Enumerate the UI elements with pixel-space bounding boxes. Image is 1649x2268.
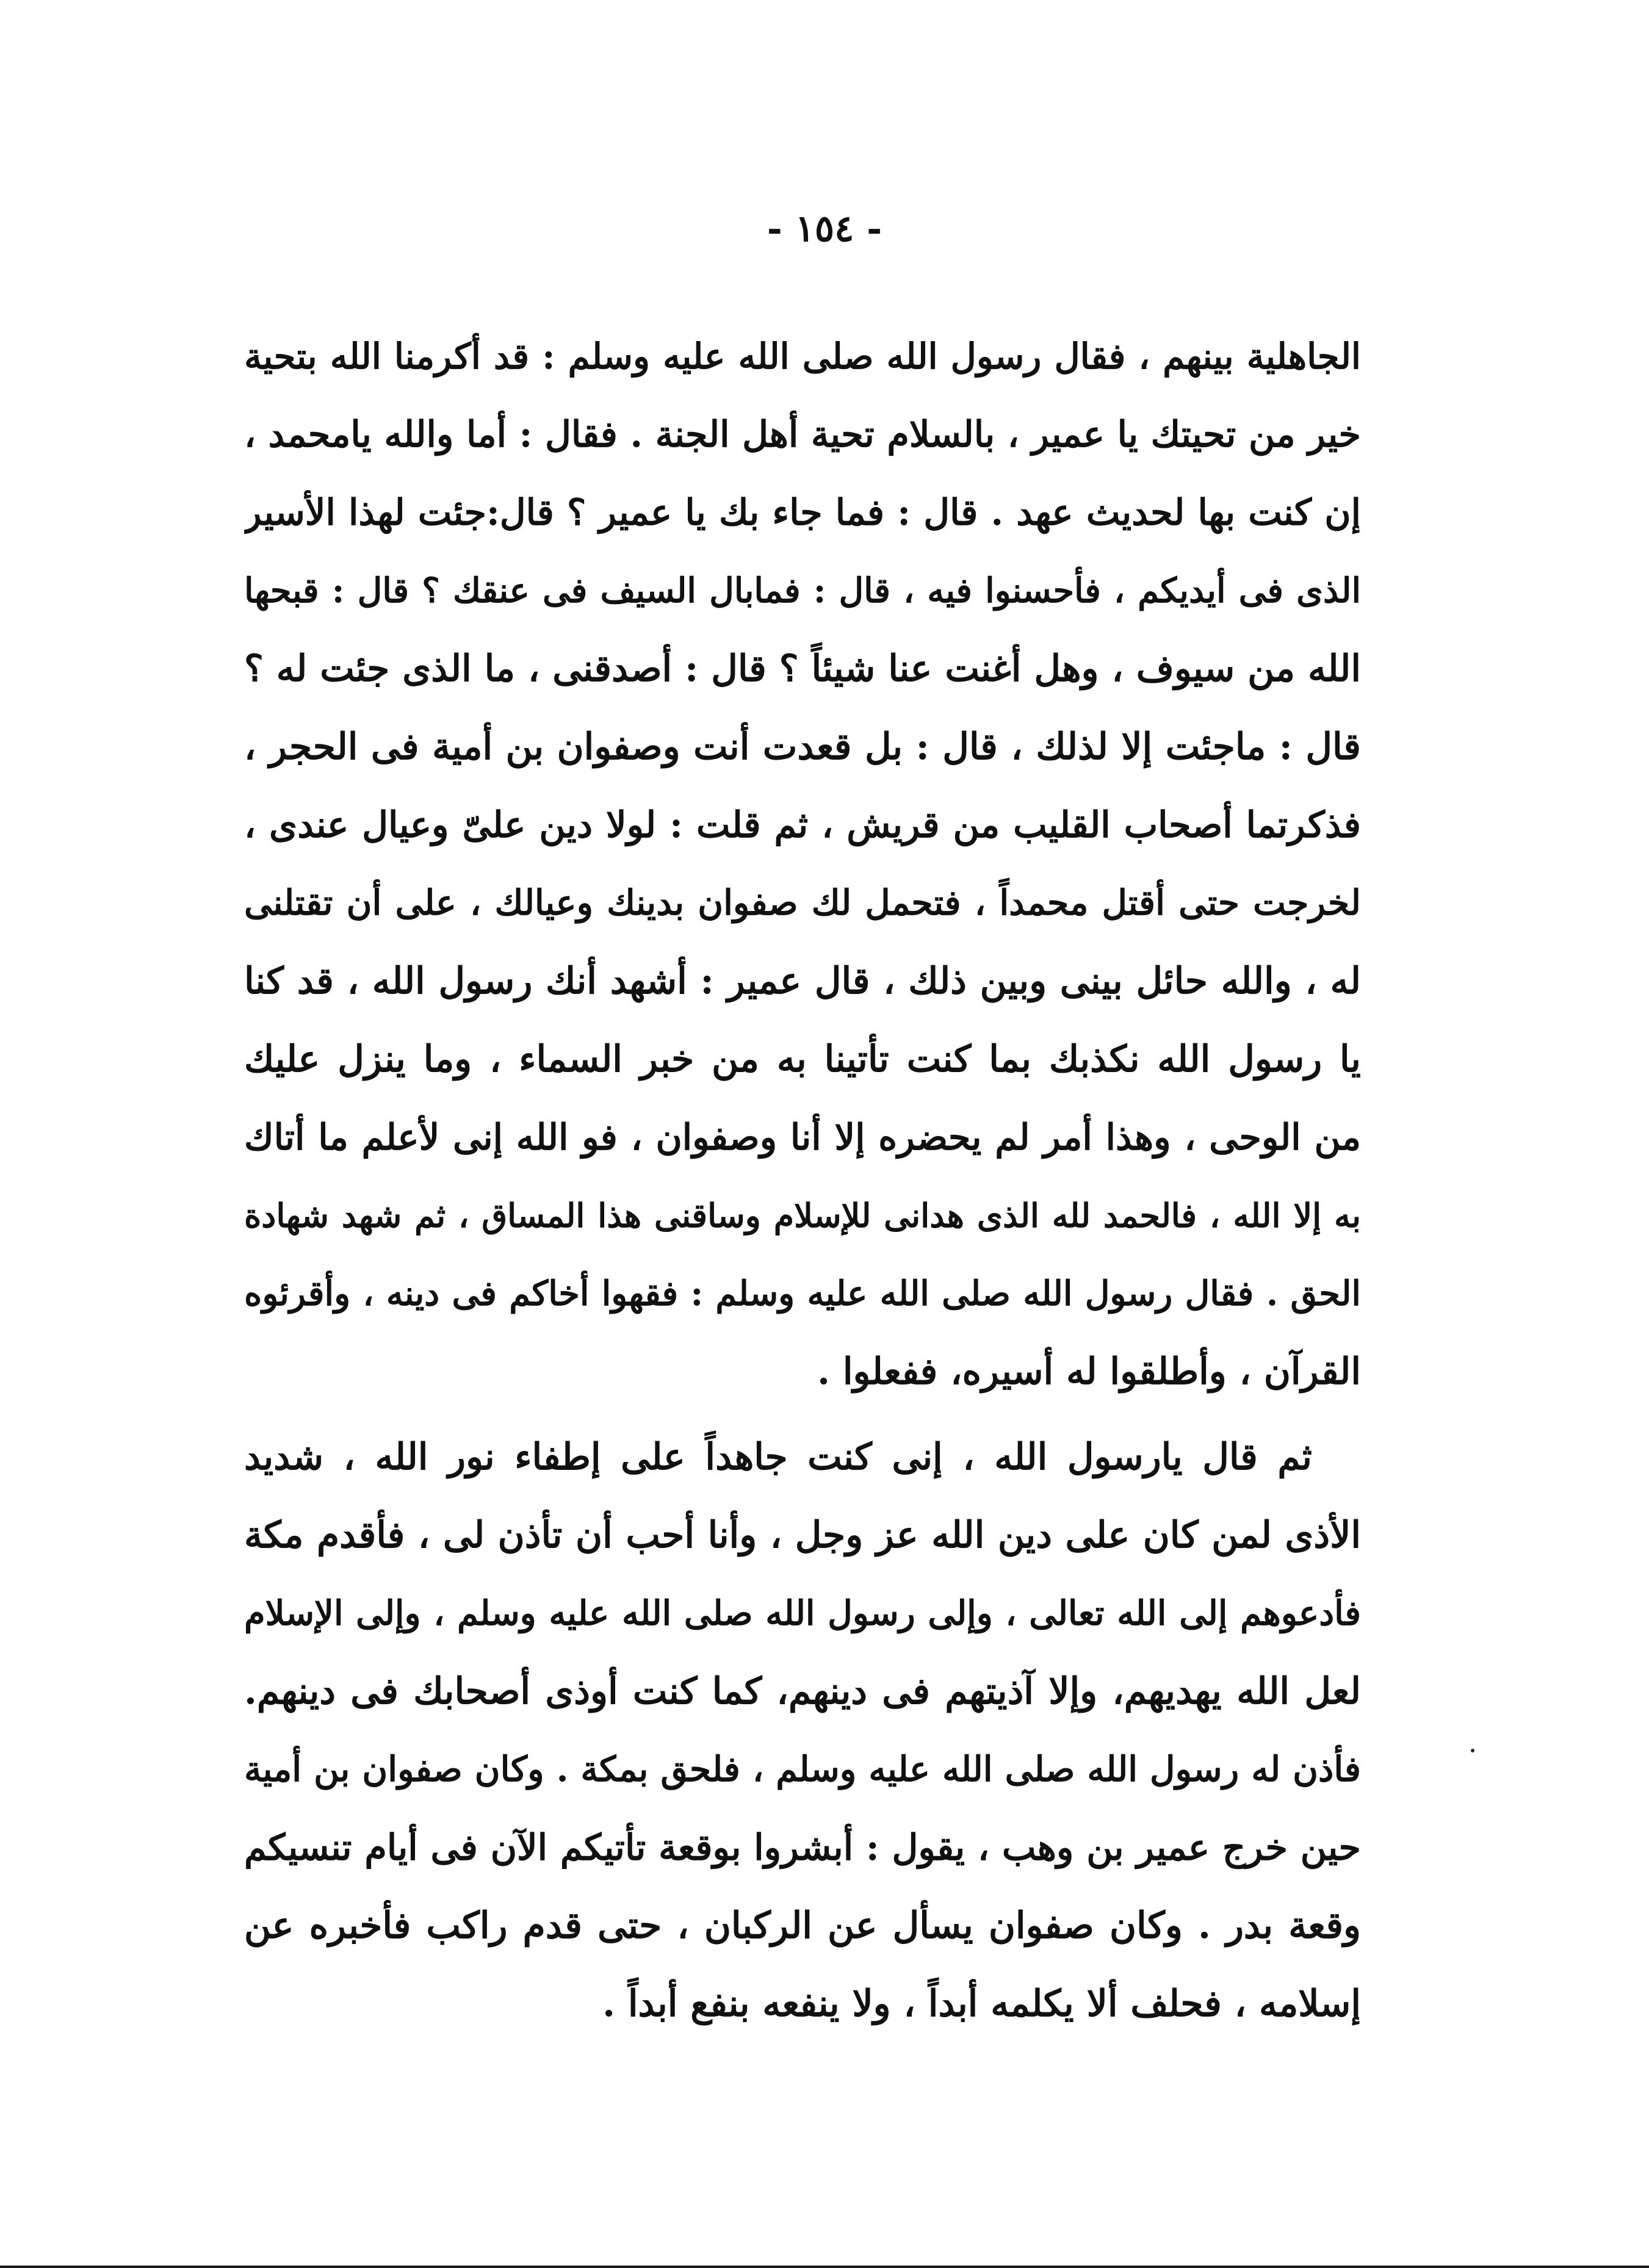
text-line: الذى فى أيديكم ، فأحسنوا فيه ، قال : فمابال السيف فى عنقك ؟ قال : قبحها (244, 571, 1361, 611)
text-line: إسلامه ، فحلف ألا يكلمه أبداً ، ولا ينفعه بنفع أبداً . (602, 1982, 1361, 2025)
text-line: له ، والله حائل بينى وبين ذلك ، قال عمير : أشهد أنك رسول الله ، قد كنا (244, 960, 1361, 1003)
text-line: فذكرتما أصحاب القليب من قريش ، ثم قلت : لولا دين علىّ وعيال عندى ، (244, 804, 1361, 846)
text-line: فأذن له رسول الله صلى الله عليه وسلم ، فلحق بمكة . وكان صفوان بن أمية (244, 1749, 1361, 1790)
text-line: إن كنت بها لحديث عهد . قال : فما جاء بك يا عمير ؟ قال:جئت لهذا الأسير (244, 491, 1361, 533)
text-line: خير من تحيتك يا عمير ، بالسلام تحية أهل الجنة . فقال : أما والله يامحمد ، (244, 413, 1361, 455)
body-text (244, 317, 1361, 2043)
margin-speck (1471, 1749, 1474, 1752)
text-line: الجاهلية بينهم ، فقال رسول الله صلى الله عليه وسلم : قد أكرمنا الله بتحية (244, 336, 1361, 377)
text-line: الله من سيوف ، وهل أغنت عنا شيئاً ؟ قال : أصدقنى ، ما الذى جئت له ؟ (244, 647, 1361, 690)
text-line: لعل الله يهديهم، وإلا آذيتهم فى دينهم، كما كنت أوذى أصحابك فى دينهم. (244, 1670, 1361, 1713)
text-line: الأذى لمن كان على دين الله عز وجل ، وأنا أحب أن تأذن لى ، فأقدم مكة (244, 1514, 1361, 1557)
text-line: به إلا الله ، فالحمد لله الذى هدانى للإسلام وساقنى هذا المساق ، ثم شهد شهادة (244, 1196, 1361, 1235)
text-line: وقعة بدر . وكان صفوان يسأل عن الركبان ، حتى قدم راكب فأخبره عن (244, 1904, 1361, 1947)
text-line: الحق . فقال رسول الله صلى الله عليه وسلم : فقهوا أخاكم فى دينه ، وأقرئوه (244, 1273, 1361, 1314)
text-line: لخرجت حتى أقتل محمداً ، فتحمل لك صفوان بدينك وعيالك ، على أن تقتلنى (244, 882, 1361, 923)
paragraph-2 (244, 1418, 1361, 2043)
text-line: يا رسول الله نكذبك بما كنت تأتينا به من خبر السماء ، وما ينزل عليك (244, 1038, 1361, 1081)
text-line: قال : ماجئت إلا لذلك ، قال : بل قعدت أنت وصفوان بن أمية فى الحجر ، (244, 725, 1361, 768)
text-line: فأدعوهم إلى الله تعالى ، وإلى رسول الله صلى الله عليه وسلم ، وإلى الإسلام (244, 1593, 1361, 1633)
paragraph-1 (244, 317, 1361, 1411)
text-line: ثم قال يارسول الله ، إنى كنت جاهداً على إطفاء نور الله ، شديد (244, 1436, 1312, 1478)
text-line: حين خرج عمير بن وهب ، يقول : أبشروا بوقعة تأتيكم الآن فى أيام تنسيكم (244, 1826, 1361, 1868)
page-number: - ١٥٤ - (767, 207, 882, 250)
text-line: القرآن ، وأطلقوا له أسيره، ففعلوا . (817, 1350, 1361, 1393)
text-line: من الوحى ، وهذا أمر لم يحضره إلا أنا وصفوان ، فو الله إنى لأعلم ما أتاك (244, 1116, 1361, 1158)
